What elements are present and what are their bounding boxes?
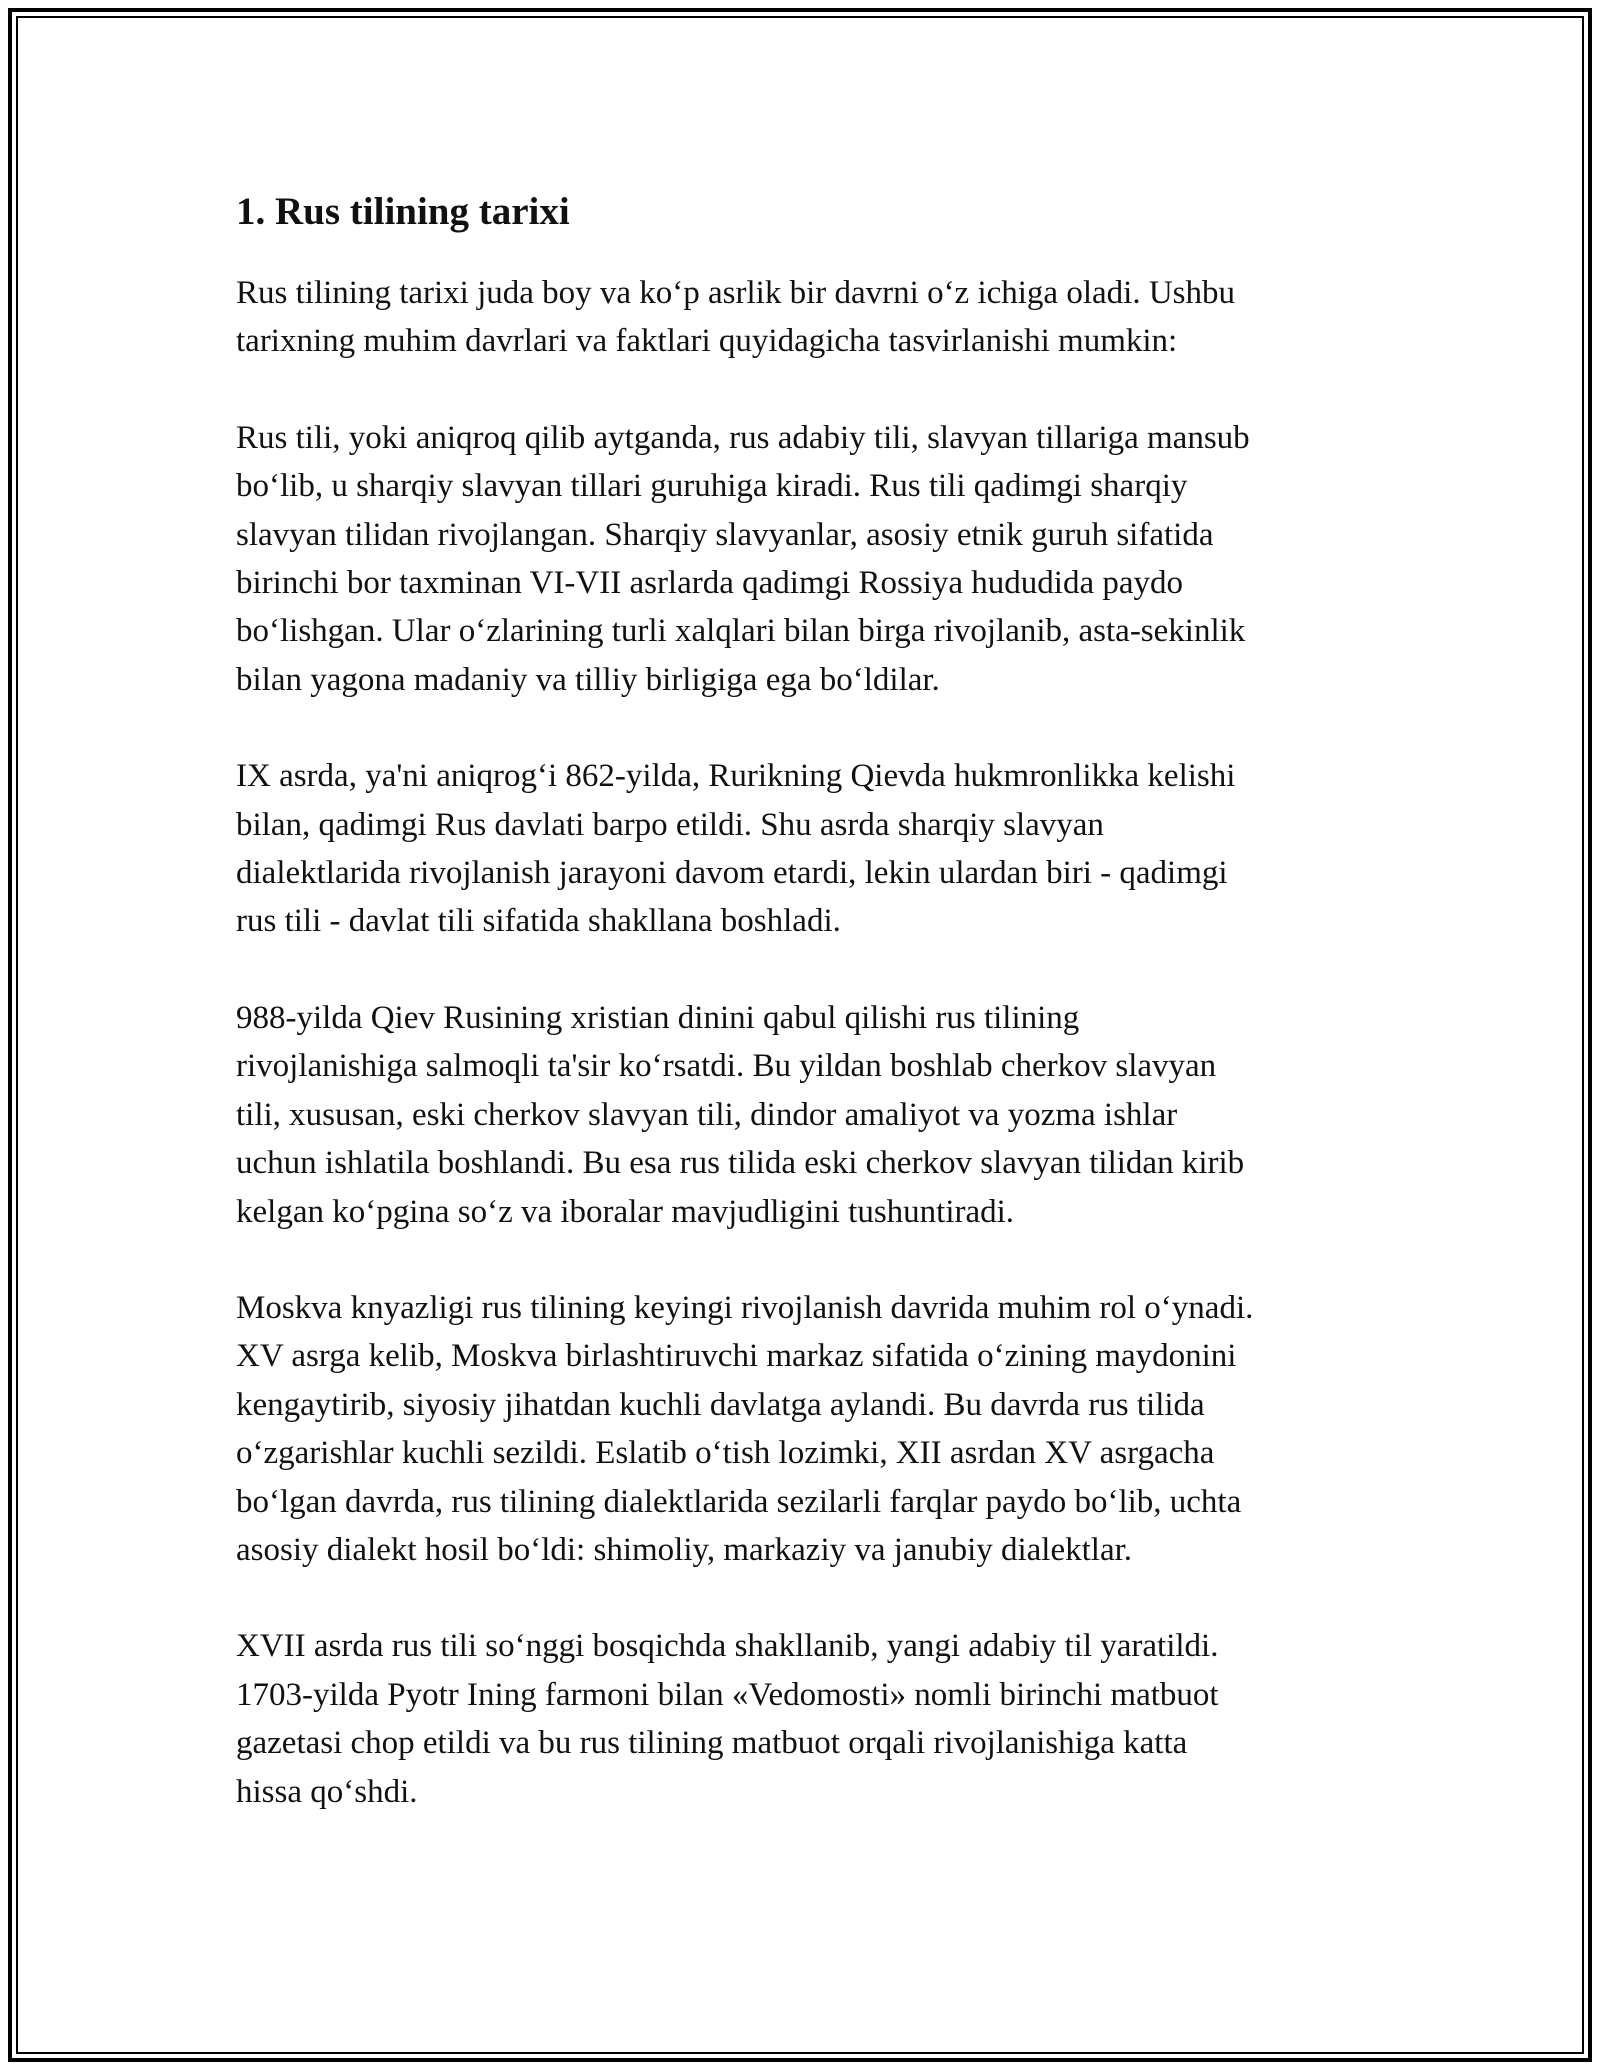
- text-line: dialektlarida rivojlanish jarayoni davom etardi, lekin ulardan biri - qadimgi: [236, 855, 1228, 892]
- text-line: gazetasi chop etildi va bu rus tilining matbuot orqali rivojlanishiga katta: [236, 1725, 1188, 1762]
- text-line: asosiy dialekt hosil boʻldi: shimoliy, markaziy va janubiy dialektlar.: [236, 1531, 1133, 1568]
- text-line: rivojlanishiga salmoqli ta'sir koʻrsatdi. Bu yildan boshlab cherkov slavyan: [236, 1048, 1217, 1085]
- paragraph-intro: [236, 269, 1376, 366]
- text-line: IX asrda, ya'ni aniqrogʻi 862-yilda, Rurikning Qievda hukmronlikka kelishi: [236, 758, 1236, 795]
- text-line: oʻzgarishlar kuchli sezildi. Eslatib oʻtish lozimki, XII asrdan XV asrgacha: [236, 1435, 1215, 1472]
- text-line: boʻlgan davrda, rus tilining dialektlarida sezilarli farqlar paydo boʻlib, uchta: [236, 1483, 1242, 1520]
- text-line: tili, xususan, eski cherkov slavyan tili, dindor amaliyot va yozma ishlar: [236, 1096, 1178, 1133]
- text-line: slavyan tilidan rivojlangan. Sharqiy slavyanlar, asosiy etnik guruh sifatida: [236, 516, 1214, 553]
- text-line: XV asrga kelib, Moskva birlashtiruvchi markaz sifatida oʻzining maydonini: [236, 1338, 1237, 1375]
- text-line: tarixning muhim davrlari va faktlari quyidagicha tasvirlanishi mumkin:: [236, 323, 1178, 360]
- text-line: kengaytirib, siyosiy jihatdan kuchli davlatga aylandi. Bu davrda rus tilida: [236, 1386, 1205, 1423]
- text-line: kelgan koʻpgina soʻz va iboralar mavjudligini tushuntiradi.: [236, 1193, 1015, 1230]
- text-line: hissa qoʻshdi.: [236, 1773, 418, 1810]
- document-body: [236, 186, 1376, 1864]
- text-line: 988-yilda Qiev Rusining xristian dinini qabul qilishi rus tilining: [236, 999, 1080, 1036]
- text-line: Moskva knyazligi rus tilining keyingi rivojlanish davrida muhim rol oʻynadi.: [236, 1289, 1254, 1326]
- paragraph-moscow: [236, 1284, 1376, 1574]
- text-line: boʻlib, u sharqiy slavyan tillari guruhiga kiradi. Rus tili qadimgi sharqiy: [236, 468, 1188, 505]
- text-line: uchun ishlatila boshlandi. Bu esa rus tilida eski cherkov slavyan tilidan kirib: [236, 1145, 1245, 1182]
- text-line: boʻlishgan. Ular oʻzlarining turli xalqlari bilan birga rivojlanib, asta-sekinlik: [236, 613, 1246, 650]
- text-line: Rus tili, yoki aniqroq qilib aytganda, rus adabiy tili, slavyan tillariga mansub: [236, 419, 1250, 456]
- text-line: birinchi bor taxminan VI-VII asrlarda qadimgi Rossiya hududida paydo: [236, 565, 1184, 602]
- text-line: XVII asrda rus tili soʻnggi bosqichda shakllanib, yangi adabiy til yaratildi.: [236, 1628, 1219, 1665]
- text-line: Rus tilining tarixi juda boy va koʻp asrlik bir davrni oʻz ichiga oladi. Ushbu: [236, 275, 1235, 311]
- text-line: bilan, qadimgi Rus davlati barpo etildi. Shu asrda sharqiy slavyan: [236, 806, 1104, 843]
- paragraph-seventeenth-century: [236, 1622, 1376, 1816]
- text-line: 1703-yilda Pyotr Ining farmoni bilan «Vedomosti» nomli birinchi matbuot: [236, 1676, 1219, 1713]
- paragraph-origins: [236, 414, 1376, 704]
- paragraph-ninth-century: [236, 752, 1376, 946]
- text-line: bilan yagona madaniy va tilliy birligiga ega boʻldilar.: [236, 661, 940, 698]
- paragraph-christianity: [236, 994, 1376, 1236]
- section-heading: 1. Rus tilining tarixi: [236, 190, 570, 233]
- text-line: rus tili - davlat tili sifatida shakllana boshladi.: [236, 903, 841, 940]
